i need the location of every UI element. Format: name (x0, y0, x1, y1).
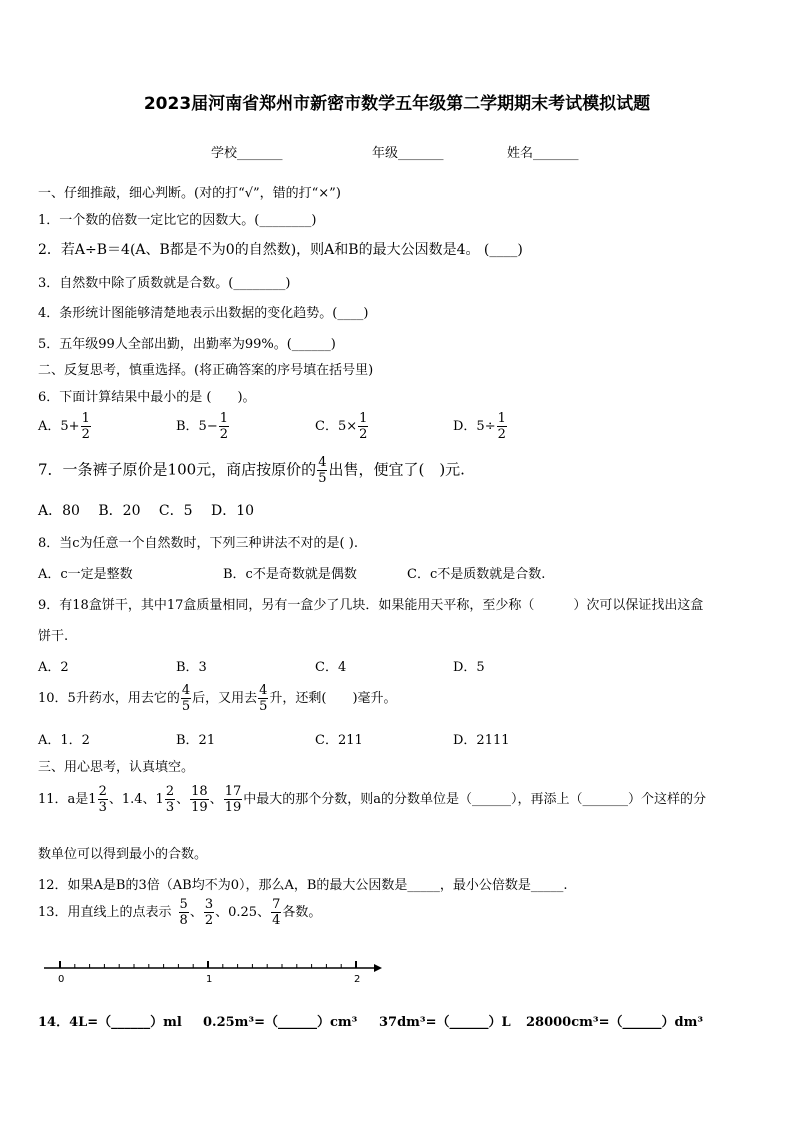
fraction (271, 897, 281, 928)
question-9: 9．有18盒饼干，其中17盒质量相同，另有一盒少了几块．如果能用天平称，至少称（ ）次可以保证找出这盒 (38, 598, 704, 613)
fraction-numerator: 1 (497, 411, 506, 426)
q10-option-a: A．1．2 (38, 733, 90, 748)
question-4: 4．条形统计图能够清楚地表示出数据的变化趋势。(____) (38, 306, 369, 321)
whole-part: 1 (155, 792, 164, 807)
q13-text-end: 各数。 (282, 905, 322, 920)
fraction (317, 455, 327, 486)
q9-option-d: D．5 (453, 660, 485, 675)
fraction (179, 897, 189, 928)
fraction-numerator: 7 (272, 897, 281, 912)
fraction-denominator: 3 (98, 800, 107, 815)
fraction-numerator: 1 (81, 411, 90, 426)
whole-part: 1 (88, 792, 97, 807)
q6-option-d-label: D．5÷ (453, 419, 496, 434)
question-13 (38, 897, 321, 928)
fraction-numerator: 4 (318, 455, 327, 470)
fraction (497, 411, 507, 442)
q10-text-end: 升，还剩( )毫升。 (269, 691, 397, 706)
number-line-label-1: 1 (206, 974, 213, 985)
fraction-denominator: 2 (497, 427, 506, 442)
fraction-numerator: 4 (181, 683, 191, 698)
question-9-continued: 饼干. (38, 629, 69, 644)
fraction-denominator: 2 (359, 427, 368, 442)
q8-option-b: B．c不是奇数就是偶数 (223, 567, 357, 582)
number-line (40, 958, 390, 990)
fraction (358, 411, 368, 442)
question-11 (38, 784, 706, 815)
q7-text-end: 出售，便宜了( )元. (328, 460, 465, 479)
question-2: 2．若A÷B＝4(A、B都是不为0的自然数)，则A和B的最大公因数是4。 (____) (38, 242, 523, 258)
q9-option-c: C．4 (315, 660, 347, 675)
fraction (190, 784, 209, 815)
fraction-denominator: 2 (219, 427, 228, 442)
section-3-heading: 三、用心思考，认真填空。 (38, 760, 195, 775)
fraction-denominator: 2 (81, 427, 90, 442)
q10-option-b: B．21 (176, 733, 216, 748)
q7-text-start: 7．一条裤子原价是100元，商店按原价的 (38, 460, 317, 479)
q6-option-c (315, 411, 369, 442)
question-14-part-a: 14．4L=（______）ml (38, 1015, 182, 1030)
q6-option-d (453, 411, 508, 442)
fraction-numerator: 1 (219, 411, 228, 426)
name-field: 姓名_______ (507, 146, 579, 161)
fraction-numerator: 2 (98, 784, 107, 799)
fraction-denominator: 5 (181, 699, 191, 714)
question-1: 1．一个数的倍数一定比它的因数大。(________) (38, 213, 317, 228)
question-8: 8．当c为任意一个自然数时，下列三种讲法不对的是( ). (38, 536, 358, 551)
fraction-denominator: 2 (204, 913, 214, 928)
fraction (224, 784, 243, 815)
q10-option-c: C．211 (315, 733, 363, 748)
q13-text-start: 13．用直线上的点表示 (38, 905, 172, 920)
fraction-numerator: 1 (359, 411, 368, 426)
q10-text-start: 10．5升药水，用去它的 (38, 691, 180, 706)
q13-separator: 、 (189, 905, 203, 920)
fraction-denominator: 5 (318, 471, 327, 486)
q13-separator: 、0.25、 (215, 905, 271, 920)
fraction-numerator: 5 (179, 897, 188, 912)
q6-option-b-label: B．5− (176, 419, 218, 434)
q7-options: A．80 B．20 C．5 D．10 (38, 503, 255, 519)
number-line-label-2: 2 (354, 974, 361, 985)
fraction-denominator: 8 (179, 913, 188, 928)
number-line-label-0: 0 (58, 974, 65, 985)
fraction-numerator: 3 (204, 897, 214, 912)
question-3: 3．自然数中除了质数就是合数。(________) (38, 276, 291, 291)
fraction-numerator: 2 (165, 784, 175, 799)
q11-separator: 、 (176, 792, 190, 807)
number-line-ticks (60, 961, 356, 968)
fraction (81, 411, 91, 442)
fraction (204, 897, 214, 928)
fraction (98, 784, 108, 815)
fraction (258, 683, 268, 714)
q9-option-b: B．3 (176, 660, 207, 675)
mixed-number (156, 784, 177, 815)
fraction-numerator: 18 (191, 784, 208, 799)
q11-separator: 、 (209, 792, 223, 807)
fraction (165, 784, 175, 815)
section-2-heading: 二、反复思考，慎重选择。(将正确答案的序号填在括号里) (38, 363, 374, 378)
fraction-numerator: 17 (224, 784, 242, 799)
q11-text-start: 11．a是 (38, 792, 89, 807)
number-line-arrow (374, 964, 382, 972)
question-7 (38, 455, 465, 486)
fraction-denominator: 19 (191, 800, 208, 815)
fraction (219, 411, 229, 442)
q6-option-a-label: A．5+ (38, 419, 80, 434)
q6-option-c-label: C．5× (315, 419, 358, 434)
fraction-denominator: 5 (259, 699, 268, 714)
fraction-numerator: 4 (259, 683, 268, 698)
q11-separator: 、1.4、 (108, 792, 156, 807)
mixed-number (88, 784, 109, 815)
q11-text-end: 中最大的那个分数，则a的分数单位是（______），再添上（_______）个这样的分 (243, 792, 706, 807)
question-14-part-d: 28000cm³=（______）dm³ (526, 1015, 704, 1030)
q10-option-d: D．2111 (453, 733, 510, 748)
question-14-part-c: 37dm³=（______）L (379, 1015, 511, 1030)
fraction-denominator: 19 (224, 800, 242, 815)
page-title: 2023届河南省郑州市新密市数学五年级第二学期期末考试模拟试题 (143, 94, 651, 114)
q8-option-c: C．c不是质数就是合数. (407, 567, 546, 582)
fraction-denominator: 3 (165, 800, 175, 815)
question-10 (38, 683, 397, 714)
grade-field: 年级_______ (372, 146, 444, 161)
section-1-heading: 一、仔细推敲，细心判断。(对的打“√”，错的打“×”) (38, 186, 341, 201)
question-11-continued: 数单位可以得到最小的合数。 (38, 847, 208, 862)
fraction (181, 683, 191, 714)
q8-option-a: A．c一定是整数 (38, 567, 133, 582)
question-5: 5．五年级99人全部出勤，出勤率为99%。(______) (38, 337, 336, 352)
question-6: 6．下面计算结果中最小的是 ( )。 (38, 390, 256, 405)
q6-option-b (176, 411, 230, 442)
question-14-part-b: 0.25m³=（______）cm³ (203, 1015, 358, 1030)
q9-option-a: A．2 (38, 660, 69, 675)
school-field: 学校_______ (211, 146, 283, 161)
fraction-denominator: 4 (272, 913, 281, 928)
question-12: 12．如果A是B的3倍（AB均不为0），那么A，B的最大公因数是_____，最小公倍数是_____. (38, 878, 568, 893)
q10-text-middle: 后，又用去 (192, 691, 258, 706)
q6-option-a (38, 411, 92, 442)
